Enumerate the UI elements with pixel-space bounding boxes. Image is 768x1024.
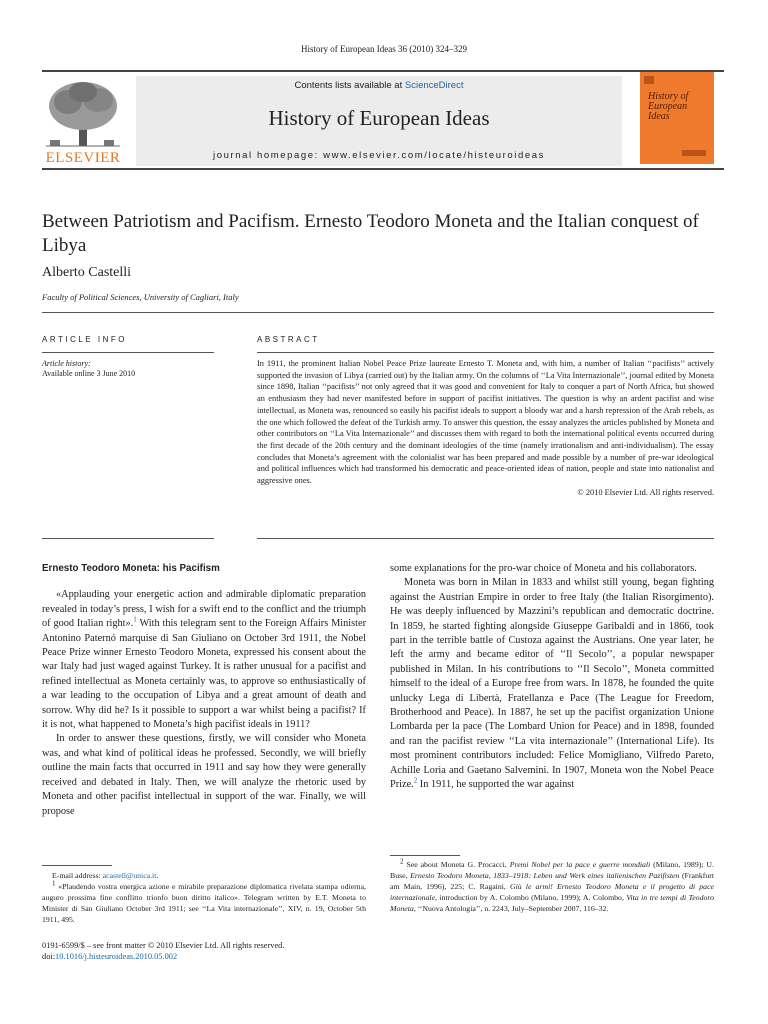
body-column-right bbox=[390, 562, 714, 793]
p4-text-a: Moneta was born in Milan in 1833 and whilst still young, began fighting against the Austrian Empire in order to free Italy (the Italian Risorgimento). He was deeply influenced by Mazzini’s republican and democratic doctrine. In 1859, he started fighting alongside Giuseppe Garibaldi and in 1866, took part in the terrible battle of Custoza against the Austrians. One year later, he left the army and became editor of ‘‘Il Secolo’’, a popular newspaper published in Milan. In his contributions to ‘‘Il Secolo’’, Moneta committed himself to the ideal of a Europe free from wars. In 1878, he founded the quite unlucky Lega di Libertà, Fratellanza e Pace (The League for Freedom, Brotherhood and Peace). In 1887, he set up the pacifist organization Unione Lombarda per la pace (The Lombard Union for Peace) and in 1898, founded and ran the pacifist review ‘‘La vita internazionale’’ (International Life). Its most prominent contributors included: Felice Momigliano, Vilfredo Pareto, Achille Loria and Gaetano Salvemini. In 1907, Moneta won the Nobel Peace Prize. bbox=[390, 577, 714, 791]
footnote-2 bbox=[390, 859, 714, 914]
doi-line bbox=[42, 951, 284, 962]
journal-name: History of European Ideas bbox=[268, 106, 490, 130]
article-title: Between Patriotism and Pacifism. Ernesto Teodoro Moneta and the Italian conquest of Libya bbox=[42, 211, 699, 256]
fn2-part-i: , ‘‘Nuova Antologia’’, n. 2243, July–September 2007, 116–32. bbox=[413, 904, 609, 913]
p1-text-a: «Applauding your energetic action and admirable diplomatic preparation revealed in today’s press, I wish for a swift end to the conflict and the triumph of good Italian right». bbox=[42, 589, 366, 630]
abstract-text: In 1911, the prominent Italian Nobel Peace Prize laureate Ernesto T. Moneta and, with him, a number of Italian ‘‘pacifists’’ actively supported the invasion of Libya (carried out) by the Italian army. On the columns of ‘‘La Vita Internazionale’’, journal edited by Moneta since 1898, Italian ‘‘pacifists’’ not only agreed that it was good and convenient for Italy to conquer a part of North Africa, but showed an enthusiasm they had never manifested before in support of pacifist initiatives. The question is why an ardent pacifist and wise intellectual, as Moneta was, renounced so easily his pacifist ideals to support a bloody war and a harsh repression of the Arab rebels, as the one which followed the defeat of the Turkish army. To answer this question, the essay analyzes the articles published by Moneta and other contributors on ‘‘La Vita Internazionale’’ and discusses them with regard to both the international political events occurred during the first decade of the 20th century and the dominant ideologies of the time (namely irrationalism and anti-individualism). The essay concludes that Moneta’s agreement with the colonialist war has been prepared and made possible by a number of pre-war ideological and political influences which had transformed his democratic and peace-oriented ideas of nation, people and state into nationalist and aggressive ones. bbox=[257, 359, 714, 486]
body-paragraph-4 bbox=[390, 576, 714, 792]
footnote-1-text: «Plaudendo vostra energica azione e mirabile preparazione diplomatica rivelata stampa odierna, auguro prossima fine conflitto trionfo buon diritto italico». Telegram written by E.T. Moneta to Minister di San Giuliano October 3rd 1911; see ‘‘La Vita internazionale’’, XIV, n. 19, October 5th 1911, 495. bbox=[42, 882, 366, 924]
fn2-part-g: , introduction by A. Colombo (Milano, 1999); A. Colombo, bbox=[435, 893, 627, 902]
cover-imprint-mark bbox=[682, 150, 706, 156]
footnote-2-number: 2 bbox=[400, 857, 404, 866]
abstract-heading: ABSTRACT bbox=[257, 335, 320, 344]
abstract-rule bbox=[257, 352, 714, 353]
author-affiliation: Faculty of Political Sciences, University of Cagliari, Italy bbox=[42, 292, 239, 302]
article-info-rule bbox=[42, 352, 214, 353]
footnotes-right bbox=[390, 859, 714, 914]
abstract-bottom-rule bbox=[257, 538, 714, 539]
p4-text-b: In 1911, he supported the war against bbox=[417, 779, 575, 791]
fn2-part-a: See about Moneta G. Procacci, bbox=[403, 860, 510, 869]
imprint-copyright: 0191-6599/$ – see front matter © 2010 Elsevier Ltd. All rights reserved. bbox=[42, 941, 285, 950]
footnote-ref-2[interactable]: 2 bbox=[413, 776, 418, 785]
article-info-heading: ARTICLE INFO bbox=[42, 335, 127, 344]
contents-prefix: Contents lists available at bbox=[294, 80, 405, 91]
header-rule bbox=[42, 312, 714, 313]
footnote-1-number: 1 bbox=[52, 879, 56, 888]
fn2-part-h: Vita in tre tempi di Teodoro Moneta bbox=[390, 893, 715, 913]
elsevier-logo bbox=[42, 76, 124, 166]
footnote-1 bbox=[42, 881, 366, 925]
contents-line bbox=[136, 80, 622, 91]
footnotes-left bbox=[42, 870, 366, 925]
fn2-part-f: Giù le armi! Ernesto Teodoro Moneta e il progetto di pace internazionale bbox=[390, 882, 714, 902]
article-info-bottom-rule bbox=[42, 538, 214, 539]
cover-title: History of European Ideas bbox=[648, 91, 689, 122]
sciencedirect-link[interactable]: ScienceDirect bbox=[404, 80, 464, 91]
cover-logo-icon bbox=[644, 76, 654, 84]
body-paragraph-2: In order to answer these questions, firstly, we will consider who Moneta was, and what kind of political ideas he professed. Secondly, we will briefly outline the main facts that occurred in 1911 and say how they were generally received and debated in Italy. Then, we will analyze the rhetoric used by Moneta and other pacifist intellectual in support of the war. Finally, we will propose bbox=[42, 733, 366, 817]
elsevier-wordmark: ELSEVIER bbox=[45, 150, 121, 166]
fn2-part-d: Ernesto Teodoro Moneta, 1833–1918: Leben und Werk eines italienischen Pazifisten bbox=[410, 871, 680, 880]
abstract-copyright: © 2010 Elsevier Ltd. All rights reserved. bbox=[577, 487, 714, 497]
footnote-ref-1[interactable]: 1 bbox=[133, 615, 137, 624]
email-link[interactable]: acastell@unica.it bbox=[102, 871, 157, 880]
p1-text-b: With this telegram sent to the Foreign Affairs Minister Antonino Paternó marquise di San Giuliano on October 3rd 1911, the Nobel Peace Prize winner Ernesto Teodoro Moneta, expressed his consent about the war Italy had just waged against Turkey. It is rather unusual for a pacifist and refined intellectual as Moneta certainly was, to approve so enthusiastically of a war leading to the occupation of Libya and a great amount of death and sorrow. Why did he? Is it possible to support a war whilst being a pacifist? If it is not, what happened to Moneta’s high pacifist ideals in 1911? bbox=[42, 618, 366, 731]
fn2-part-c: (Milano, 1989); U. Buse, bbox=[390, 860, 714, 880]
body-paragraph-3: some explanations for the pro-war choice of Moneta and his collaborators. bbox=[390, 563, 697, 574]
fn2-part-b: Premi Nobel per la pace e guerre mondiali bbox=[509, 860, 651, 869]
doi-link[interactable]: 10.1016/j.histeuroideas.2010.05.002 bbox=[55, 952, 178, 961]
masthead-top-rule bbox=[42, 70, 724, 72]
fn2-part-e: (Frankfurt am Main, 1996), 225; C. Ragaini, bbox=[390, 871, 714, 891]
body-paragraph-1 bbox=[42, 588, 366, 732]
running-head: History of European Ideas 36 (2010) 324–329 bbox=[301, 44, 467, 54]
footnote-rule-right bbox=[390, 855, 460, 856]
imprint bbox=[42, 940, 284, 962]
doi-prefix: doi: bbox=[42, 952, 56, 961]
footnote-rule-left bbox=[42, 865, 112, 866]
author-name: Alberto Castelli bbox=[42, 265, 132, 280]
section-heading: Ernesto Teodoro Moneta: his Pacifism bbox=[42, 563, 220, 574]
article-history-label: Article history: bbox=[42, 359, 91, 368]
article-history-value: Available online 3 June 2010 bbox=[42, 369, 136, 378]
body-column-left bbox=[42, 562, 366, 819]
masthead-bottom-rule bbox=[42, 168, 724, 170]
abstract-body bbox=[257, 358, 714, 498]
journal-cover bbox=[640, 72, 714, 164]
journal-homepage[interactable]: journal homepage: www.elsevier.com/locate/histeuroideas bbox=[213, 150, 545, 161]
email-label: E-mail address: bbox=[52, 871, 103, 880]
email-footnote: E-mail address: acastell@unica.it. bbox=[52, 871, 159, 880]
